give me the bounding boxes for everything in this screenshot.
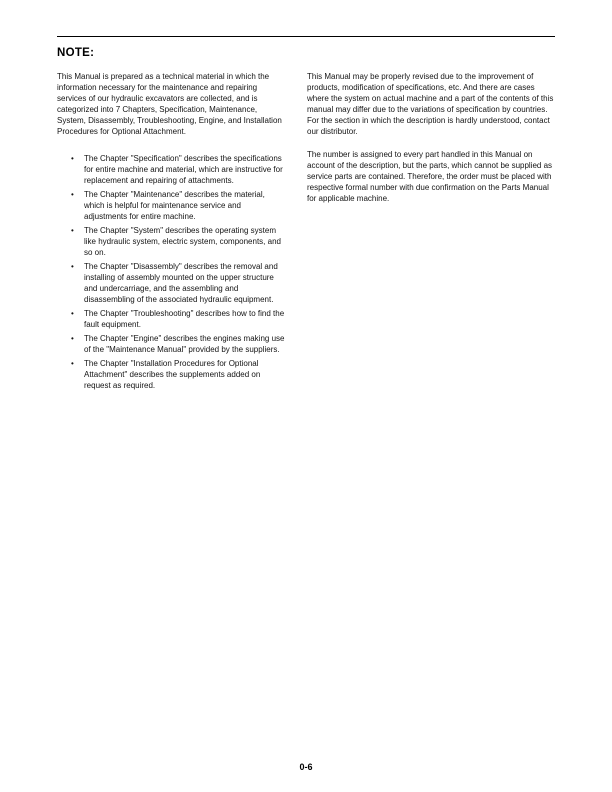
intro-paragraph: This Manual is prepared as a technical material in which the information necessary for the maintenance and repairing services of our hydraulic excavators are collected, and is categorized into 7 Chapters, Specification, Maintenance, System, Disassembly, Troubleshooting, Engine, and Installation Procedures for Optional Attachment. bbox=[57, 72, 282, 136]
bullet-icon: • bbox=[71, 154, 74, 163]
bullet-text-system: The Chapter "System" describes the operating system like hydraulic system, electric system, components, and so on. bbox=[84, 226, 281, 257]
top-rule-divider bbox=[57, 36, 555, 37]
page-number: 0-6 bbox=[299, 762, 313, 772]
list-item bbox=[57, 189, 285, 222]
bullet-icon: • bbox=[71, 190, 74, 199]
list-item bbox=[57, 261, 285, 305]
list-item bbox=[57, 153, 285, 186]
bullet-icon: • bbox=[71, 262, 74, 271]
bullet-text-specification: The Chapter "Specification" describes the specifications for entire machine and material, which are instructive for replacement and repairing of attachments. bbox=[84, 154, 283, 185]
bullet-text-troubleshooting: The Chapter "Troubleshooting" describes how to find the fault equipment. bbox=[84, 309, 285, 329]
list-item bbox=[57, 333, 285, 355]
two-column-layout bbox=[57, 71, 555, 394]
left-column bbox=[57, 71, 285, 394]
right-column bbox=[307, 71, 555, 394]
revision-notice-paragraph: This Manual may be properly revised due to the improvement of products, modification of specifications, etc. And there are cases where the system on actual machine and a part of the contents of this manual may differ due to the variations of specification by countries. For the section in which the description is hardly understood, contact our distributor. bbox=[307, 72, 554, 136]
list-item bbox=[57, 358, 285, 391]
parts-number-paragraph: The number is assigned to every part handled in this Manual on account of the description, but the parts, which cannot be supplied as service parts are contained. Therefore, the order must be placed with respective formal number with due confirmation on the Parts Manual for applicable machine. bbox=[307, 150, 553, 203]
note-heading: NOTE: bbox=[57, 47, 95, 59]
bullet-icon: • bbox=[71, 309, 74, 318]
list-item bbox=[57, 308, 285, 330]
bullet-text-maintenance: The Chapter "Maintenance" describes the material, which is helpful for maintenance service and adjustments for entire machine. bbox=[84, 190, 265, 221]
bullet-text-optional-attachment: The Chapter "Installation Procedures for Optional Attachment" describes the supplements added on request as required. bbox=[84, 359, 261, 390]
bullet-text-disassembly: The Chapter "Disassembly" describes the removal and installing of assembly mounted on the upper structure and undercarriage, and the assembling and disassembling of the associated hydraulic equipment. bbox=[84, 262, 278, 304]
bullet-icon: • bbox=[71, 359, 74, 368]
chapter-bullet-list bbox=[57, 153, 285, 391]
list-item bbox=[57, 225, 285, 258]
bullet-icon: • bbox=[71, 226, 74, 235]
bullet-icon: • bbox=[71, 334, 74, 343]
bullet-text-engine: The Chapter "Engine" describes the engines making use of the "Maintenance Manual" provided by the suppliers. bbox=[84, 334, 285, 354]
